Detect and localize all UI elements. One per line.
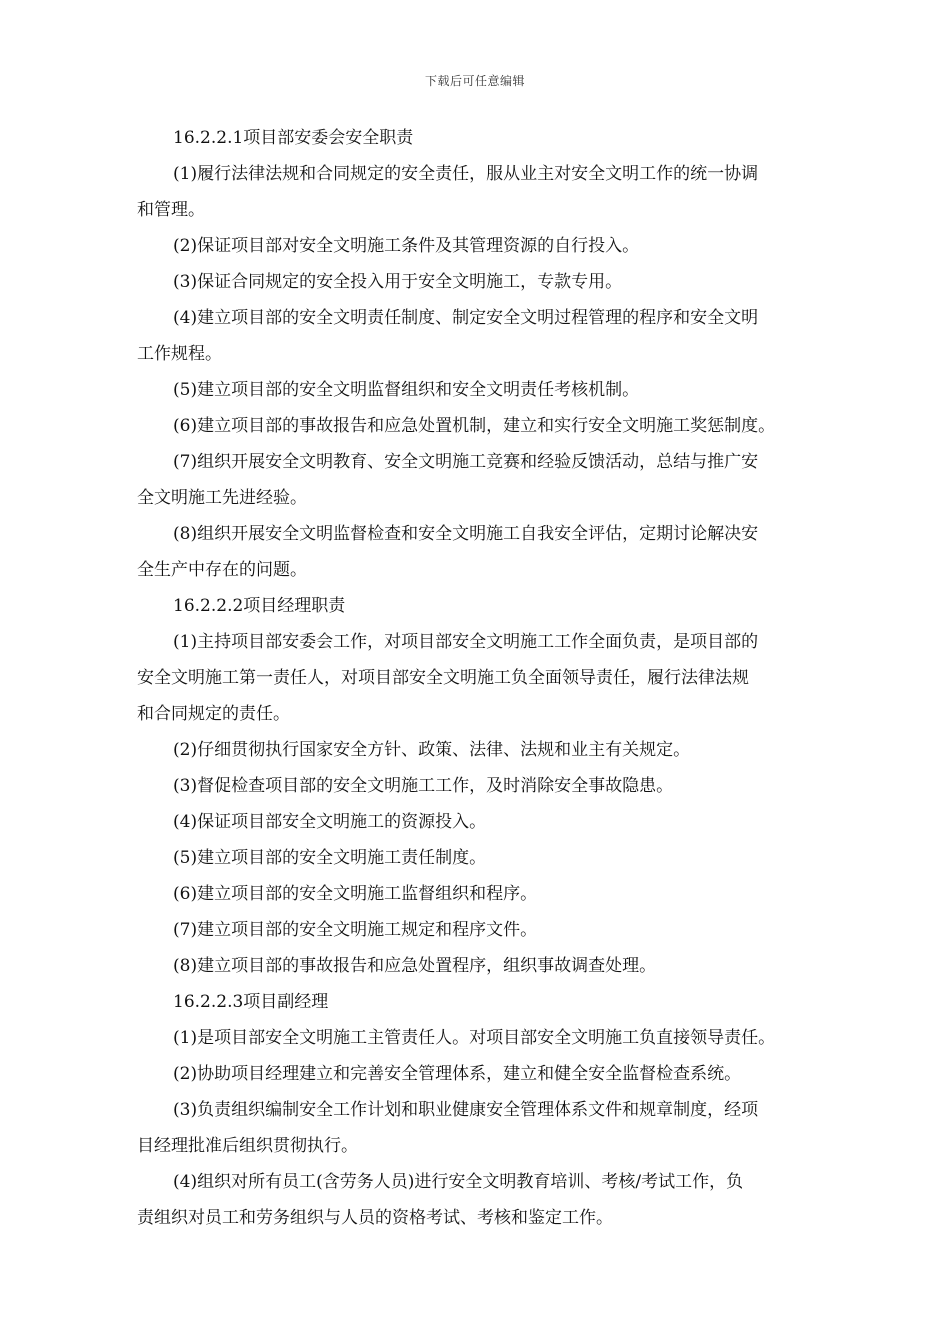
text-line: (1)主持项目部安委会工作，对项目部安全文明施工工作全面负责，是项目部的 bbox=[173, 632, 759, 652]
text-lines bbox=[137, 120, 837, 1236]
header-note: 下载后可任意编辑 bbox=[424, 74, 525, 88]
text-line: 16.2.2.1项目部安委会安全职责 bbox=[173, 128, 414, 148]
text-line: 全文明施工先进经验。 bbox=[137, 488, 307, 508]
text-line: 全生产中存在的问题。 bbox=[137, 560, 307, 580]
text-line: (2)保证项目部对安全文明施工条件及其管理资源的自行投入。 bbox=[173, 236, 640, 256]
text-line: (8)建立项目部的事故报告和应急处置程序，组织事故调查处理。 bbox=[173, 956, 657, 976]
text-line: 安全文明施工第一责任人，对项目部安全文明施工负全面领导责任，履行法律法规 bbox=[137, 668, 749, 688]
text-line: 和合同规定的责任。 bbox=[137, 704, 290, 724]
text-line: (5)建立项目部的安全文明施工责任制度。 bbox=[173, 848, 487, 868]
text-line: 目经理批准后组织贯彻执行。 bbox=[137, 1136, 358, 1156]
text-line: (1)是项目部安全文明施工主管责任人。对项目部安全文明施工负直接领导责任。 bbox=[173, 1028, 776, 1048]
text-line: (4)组织对所有员工(含劳务人员)进行安全文明教育培训、考核/考试工作，负 bbox=[173, 1172, 744, 1192]
text-line: 工作规程。 bbox=[137, 344, 222, 364]
text-line: (4)保证项目部安全文明施工的资源投入。 bbox=[173, 812, 487, 832]
text-line: (2)协助项目经理建立和完善安全管理体系，建立和健全安全监督检查系统。 bbox=[173, 1064, 742, 1084]
text-line: 16.2.2.2项目经理职责 bbox=[173, 596, 346, 616]
text-line: (5)建立项目部的安全文明监督组织和安全文明责任考核机制。 bbox=[173, 380, 640, 400]
text-line: 和管理。 bbox=[137, 200, 205, 220]
text-line: (6)建立项目部的事故报告和应急处置机制，建立和实行安全文明施工奖惩制度。 bbox=[173, 416, 776, 436]
text-line: (1)履行法律法规和合同规定的安全责任，服从业主对安全文明工作的统一协调 bbox=[173, 164, 759, 184]
document-body bbox=[137, 120, 837, 1236]
text-line: (7)组织开展安全文明教育、安全文明施工竞赛和经验反馈活动，总结与推广安 bbox=[173, 452, 759, 472]
text-line: (3)负责组织编制安全工作计划和职业健康安全管理体系文件和规章制度，经项 bbox=[173, 1100, 759, 1120]
text-line: 16.2.2.3项目副经理 bbox=[173, 992, 329, 1012]
text-line: (4)建立项目部的安全文明责任制度、制定安全文明过程管理的程序和安全文明 bbox=[173, 308, 759, 328]
text-line: (6)建立项目部的安全文明施工监督组织和程序。 bbox=[173, 884, 538, 904]
text-line: 责组织对员工和劳务组织与人员的资格考试、考核和鉴定工作。 bbox=[137, 1208, 613, 1228]
text-line: (3)保证合同规定的安全投入用于安全文明施工，专款专用。 bbox=[173, 272, 623, 292]
text-line: (8)组织开展安全文明监督检查和安全文明施工自我安全评估，定期讨论解决安 bbox=[173, 524, 759, 544]
text-line: (7)建立项目部的安全文明施工规定和程序文件。 bbox=[173, 920, 538, 940]
text-line: (3)督促检查项目部的安全文明施工工作，及时消除安全事故隐患。 bbox=[173, 776, 674, 796]
text-line: (2)仔细贯彻执行国家安全方针、政策、法律、法规和业主有关规定。 bbox=[173, 740, 691, 760]
